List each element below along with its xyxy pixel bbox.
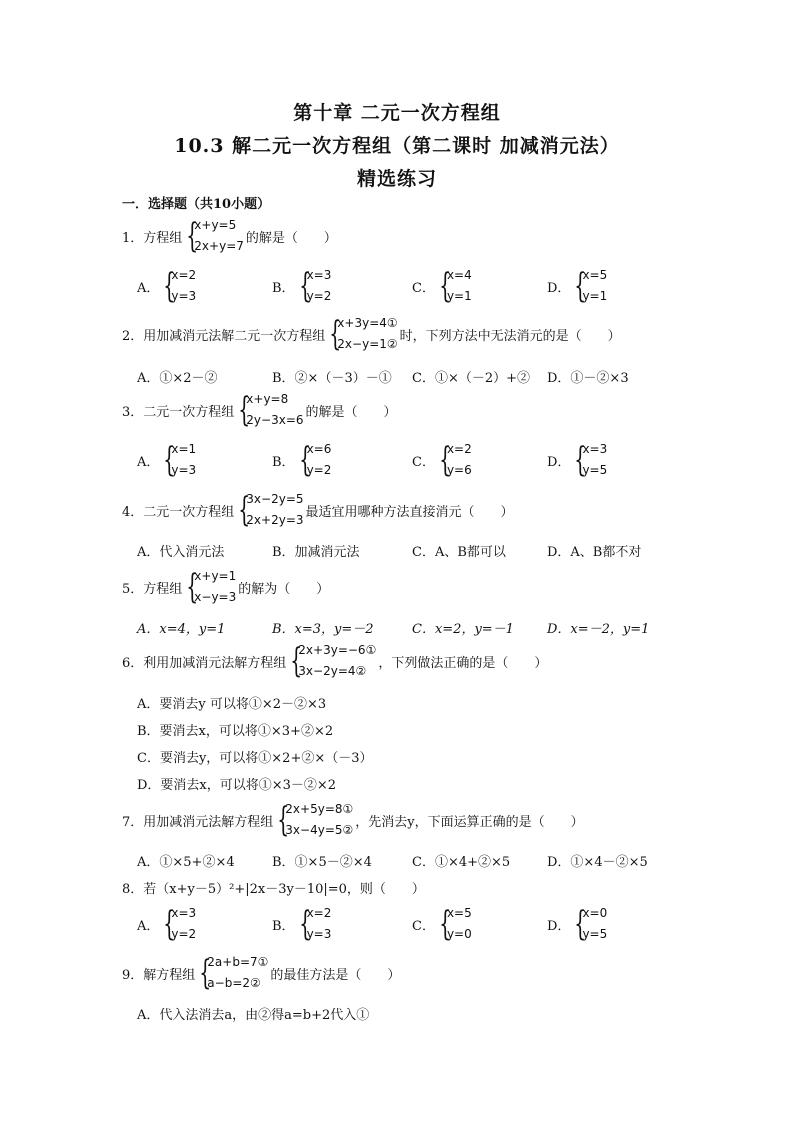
question-text: 方程组 [143,230,183,246]
question-number: 1． [122,230,144,246]
question-number: 8． [122,882,144,897]
option-d: D．①－②×3 [547,371,629,386]
option-d: D．①×4－②×5 [547,855,648,870]
equation-system [184,215,244,257]
option-d: D． { x=0 y=5 [547,904,608,944]
option-c: C． { x=5 y=0 [412,904,472,944]
brace-icon: { [298,440,311,480]
option-a: A．①×2－② [137,371,218,386]
question-text: 方程组 [143,581,183,597]
option-c: C．要消去y，可以将①×2+②×（－3） [137,751,373,766]
brace-icon: { [574,440,587,480]
question-text: 时，下列方法中无法消元的是（ ） [399,328,621,344]
option-b: B．x=3，y=－2 [272,622,374,637]
option-b: B．加减消元法 [272,545,360,560]
question-text: 的解为（ ） [238,581,330,597]
question-text: 利用加减消元法解方程组 [143,655,287,671]
option-a: A． { x=3 y=2 [137,904,197,944]
question-number: 5． [122,581,144,597]
option-d: D．x=－2，y=1 [547,622,650,637]
brace-icon: { [439,440,452,480]
option-d: D．要消去x，可以将①×3－②×2 [137,778,337,793]
equation-system: { x+3y=4① 2x−y=1② [329,314,398,354]
question-8 [122,878,425,897]
question-number: 3． [122,404,144,420]
page-title: 第十章 二元一次方程组 [293,102,501,124]
question-9 [122,952,400,994]
option-d: D． { x=3 y=5 [547,440,608,480]
brace-icon: { [163,440,176,480]
brace-icon: { [439,904,452,944]
option-b: B．要消去x，可以将①×3+②×2 [137,724,334,739]
equation-system: { x+y=8 2y−3x=6 [238,390,304,430]
question-text: 最适宜用哪种方法直接消元（ ） [305,504,514,520]
option-c: C． { x=2 y=6 [412,440,472,480]
option-c: C．x=2，y=－1 [412,622,514,637]
option-a: A．要消去y 可以将①×2－②×3 [137,697,327,712]
option-c: C． { x=4 y=1 [412,266,472,306]
brace-icon: { [163,266,176,306]
option-b: B． { x=6 y=2 [272,440,332,480]
question-text: 解方程组 [143,967,196,983]
brace-icon: { [238,490,251,530]
brace-icon: { [277,800,290,840]
option-a: A． { x=2 y=3 [137,266,197,306]
option-c: C．①×（－2）+② [412,371,531,386]
brace-icon: { [163,904,176,944]
brace-icon: { [298,904,311,944]
page-subtitle-2: 精选练习 [356,168,437,190]
brace-icon: { [238,390,251,430]
option-a: A． { x=1 y=3 [137,440,197,480]
question-1 [122,215,337,257]
question-text: 二元一次方程组 [143,504,235,520]
brace-icon: { [186,567,199,607]
question-7 [122,799,584,841]
question-2 [122,313,621,355]
equation-system: { 2a+b=7① a−b=2② [199,953,269,993]
option-a: A．代入法消去a，由②得a=b+2代入① [137,1008,370,1023]
option-b: B．①×5－②×4 [272,855,372,870]
question-text: 用加减消元法解二元一次方程组 [143,328,326,344]
option-b: B．②×（－3）－① [272,371,392,386]
brace-icon: { [329,314,342,354]
equation-system: { 2x+3y=−6① 3x−2y=4② [290,641,377,681]
option-c: C．A、B都可以 [412,545,506,560]
brace-icon: { [290,641,303,681]
option-a: A．①×5+②×4 [137,855,235,870]
brace-icon: { [298,266,311,306]
brace-icon: { [574,266,587,306]
question-6 [122,640,547,682]
equation-system: { 2x+5y=8① 3x−4y=5② [277,800,354,840]
brace-icon: { [199,953,212,993]
question-text: ，下列做法正确的是（ ） [378,655,548,671]
question-number: 6． [122,655,144,671]
equation-system: { 3x−2y=5 2x+2y=3 [238,490,304,530]
question-number: 9． [122,967,144,983]
brace-icon: { [574,904,587,944]
question-text: 若（x+y－5）²+|2x－3y－10|=0，则（ ） [143,882,425,897]
equation: 2x+y=7 [194,239,244,253]
option-c: C．①×4+②×5 [412,855,511,870]
question-text: 二元一次方程组 [143,404,235,420]
question-number: 7． [122,814,144,830]
question-4 [122,489,514,531]
question-5 [122,566,329,608]
brace-icon: { [186,216,199,256]
question-text: ，先消去y，下面运算正确的是（ ） [355,814,584,830]
question-number: 4． [122,504,144,520]
option-d: D．A、B都不对 [547,545,642,560]
question-3 [122,389,397,431]
equation: x+y=5 [194,218,237,232]
section-heading: 一．选择题（共10小题） [122,197,271,212]
option-a: A．代入消元法 [137,545,225,560]
page-subtitle: 10.3 解二元一次方程组（第二课时 加减消元法） [174,135,620,157]
question-text: 的解是（ ） [305,404,397,420]
question-text: 的解是（ ） [245,230,337,246]
question-text: 用加减消元法解方程组 [143,814,274,830]
option-b: B． { x=2 y=3 [272,904,332,944]
question-number: 2． [122,328,144,344]
option-d: D． { x=5 y=1 [547,266,608,306]
question-text: 的最佳方法是（ ） [270,967,401,983]
option-a: A．x=4，y=1 [137,622,226,637]
option-b: B． { x=3 y=2 [272,266,332,306]
equation-system: { x+y=1 x−y=3 [186,567,237,607]
brace-icon: { [439,266,452,306]
